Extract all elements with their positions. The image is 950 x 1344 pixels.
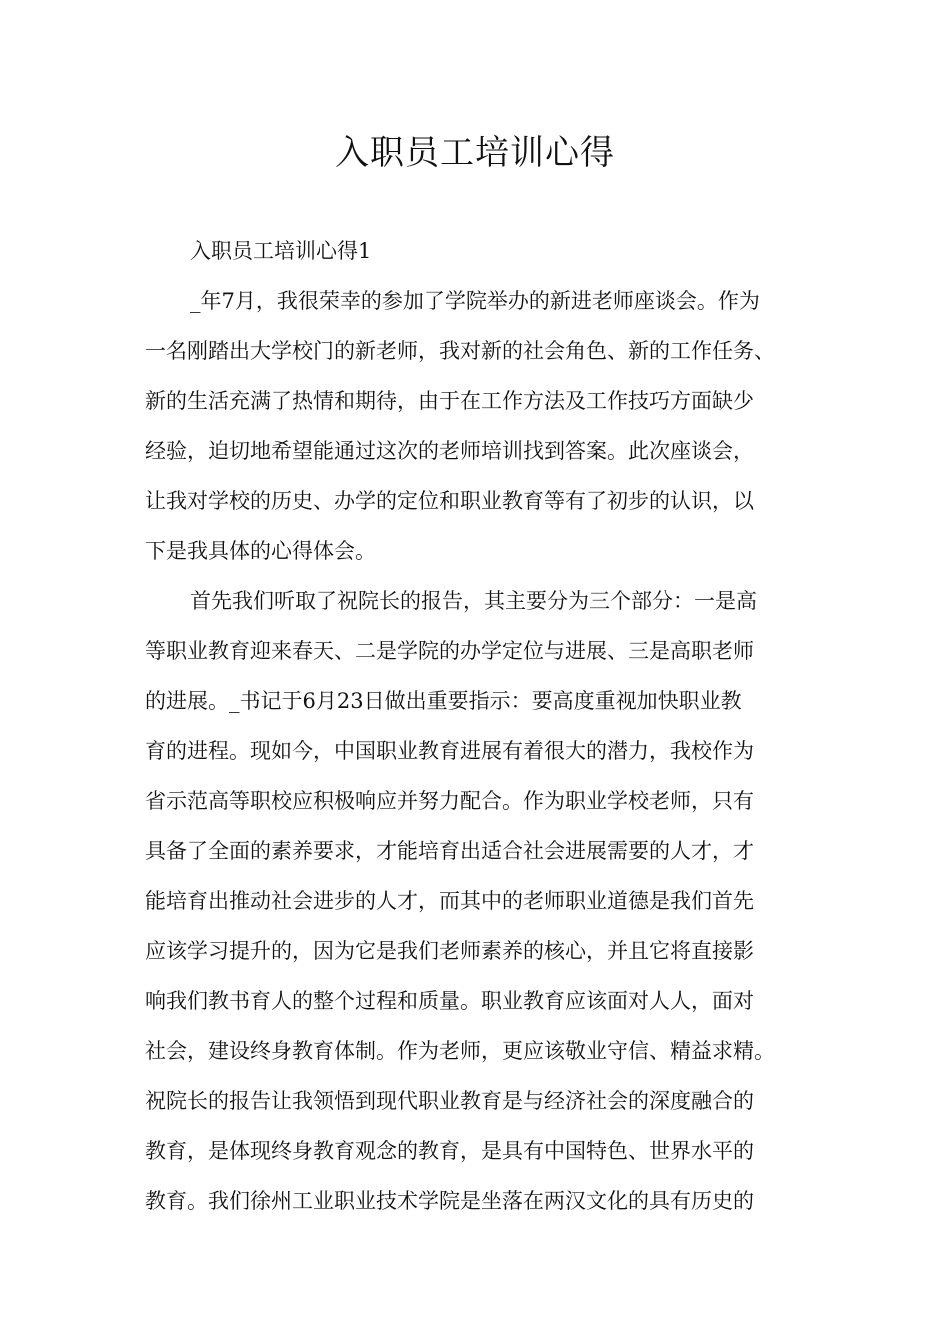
paragraph-line: 社会，建设终身教育体制。作为老师，更应该敬业守信、精益求精。 xyxy=(145,1039,775,1063)
paragraph-line: 育的进程。现如今，中国职业教育进展有着很大的潜力，我校作为 xyxy=(145,739,754,763)
paragraph-line: 教育。我们徐州工业职业技术学院是坐落在两汉文化的具有历史的 xyxy=(145,1189,754,1213)
paragraph-line: 应该学习提升的，因为它是我们老师素养的核心，并且它将直接影 xyxy=(145,939,754,963)
paragraph-line: 等职业教育迎来春天、二是学院的办学定位与进展、三是高职老师 xyxy=(145,639,754,663)
paragraph-line: 的进展。_书记于6月23日做出重要指示：要高度重视加快职业教 xyxy=(145,689,742,713)
paragraph-line: 下是我具体的心得体会。 xyxy=(145,539,376,563)
paragraph-line: 新的生活充满了热情和期待，由于在工作方法及工作技巧方面缺少 xyxy=(145,389,754,413)
paragraph-line: _年7月，我很荣幸的参加了学院举办的新进老师座谈会。作为 xyxy=(190,289,760,313)
paragraph-line: 经验，迫切地希望能通过这次的老师培训找到答案。此次座谈会， xyxy=(145,439,754,463)
paragraph-line: 一名刚踏出大学校门的新老师，我对新的社会角色、新的工作任务、 xyxy=(145,339,775,363)
paragraph-line: 省示范高等职校应积极响应并努力配合。作为职业学校老师，只有 xyxy=(145,789,754,813)
paragraph-line: 教育，是体现终身教育观念的教育，是具有中国特色、世界水平的 xyxy=(145,1139,754,1163)
paragraph-line: 祝院长的报告让我领悟到现代职业教育是与经济社会的深度融合的 xyxy=(145,1089,754,1113)
document-title: 入职员工培训心得 xyxy=(335,133,615,173)
paragraph-line: 能培育出推动社会进步的人才，而其中的老师职业道德是我们首先 xyxy=(145,889,754,913)
paragraph-line: 首先我们听取了祝院长的报告，其主要分为三个部分：一是高 xyxy=(190,589,757,613)
paragraph-line: 具备了全面的素养要求，才能培育出适合社会进展需要的人才，才 xyxy=(145,839,754,863)
paragraph-line: 让我对学校的历史、办学的定位和职业教育等有了初步的认识，以 xyxy=(145,489,754,513)
paragraph-line: 响我们教书育人的整个过程和质量。职业教育应该面对人人，面对 xyxy=(145,989,754,1013)
section-heading: 入职员工培训心得1 xyxy=(190,239,372,263)
